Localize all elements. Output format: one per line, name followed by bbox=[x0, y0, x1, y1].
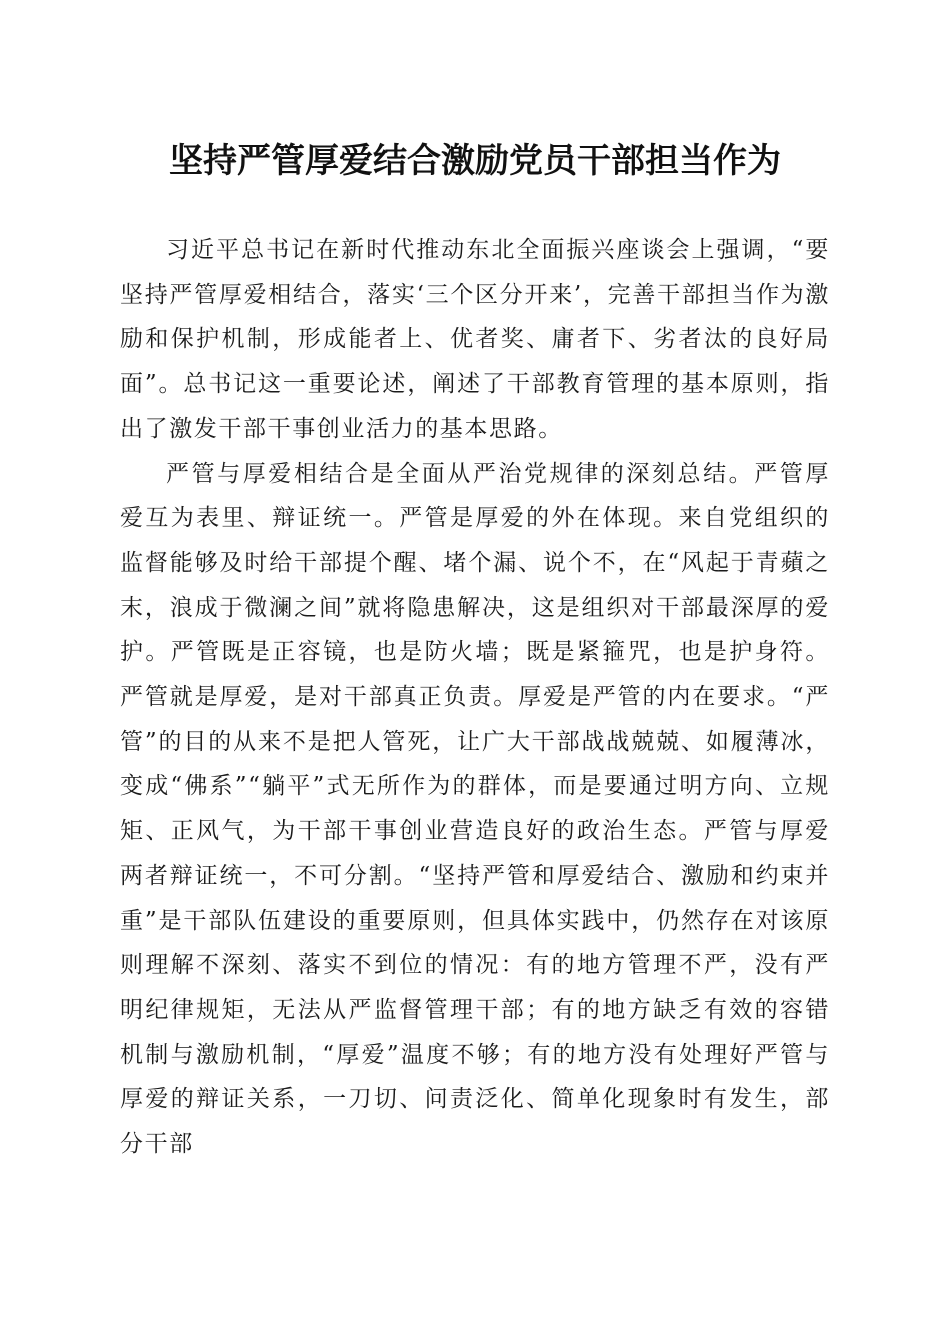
paragraph-1: 习近平总书记在新时代推动东北全面振兴座谈会上强调，“要坚持严管厚爱相结合，落实‘三个区分开来’，完善干部担当作为激励和保护机制，形成能者上、优者奖、庸者下、劣者汰的良好局面”。总书记这一重要论述，阐述了干部教育管理的基本原则，指出了激发干部干事创业活力的基本思路。 bbox=[120, 237, 830, 442]
paragraph-2: 严管与厚爱相结合是全面从严治党规律的深刻总结。严管厚爱互为表里、辩证统一。严管是厚爱的外在体现。来自党组织的监督能够及时给干部提个醒、堵个漏、说个不，在“风起于青蘋之末，浪成于微澜之间”就将隐患解决，这是组织对干部最深厚的爱护。严管既是正容镜，也是防火墙；既是紧箍咒，也是护身符。严管就是厚爱，是对干部真正负责。厚爱是严管的内在要求。“严管”的目的从来不是把人管死，让广大干部战战兢兢、如履薄冰，变成“佛系”“躺平”式无所作为的群体，而是要通过明方向、立规矩、正风气，为干部干事创业营造良好的政治生态。严管与厚爱两者辩证统一，不可分割。“坚持严管和厚爱结合、激励和约束并重”是干部队伍建设的重要原则，但具体实践中，仍然存在对该原则理解不深刻、落实不到位的情况：有的地方管理不严，没有严明纪律规矩，无法从严监督管理干部；有的地方缺乏有效的容错机制与激励机制，“厚爱”温度不够；有的地方没有处理好严管与厚爱的辩证关系，一刀切、问责泛化、简单化现象时有发生，部分干部 bbox=[120, 460, 830, 1158]
document-title: 坚持严管厚爱结合激励党员干部担当作为 bbox=[169, 141, 781, 181]
document-body bbox=[120, 228, 830, 1167]
